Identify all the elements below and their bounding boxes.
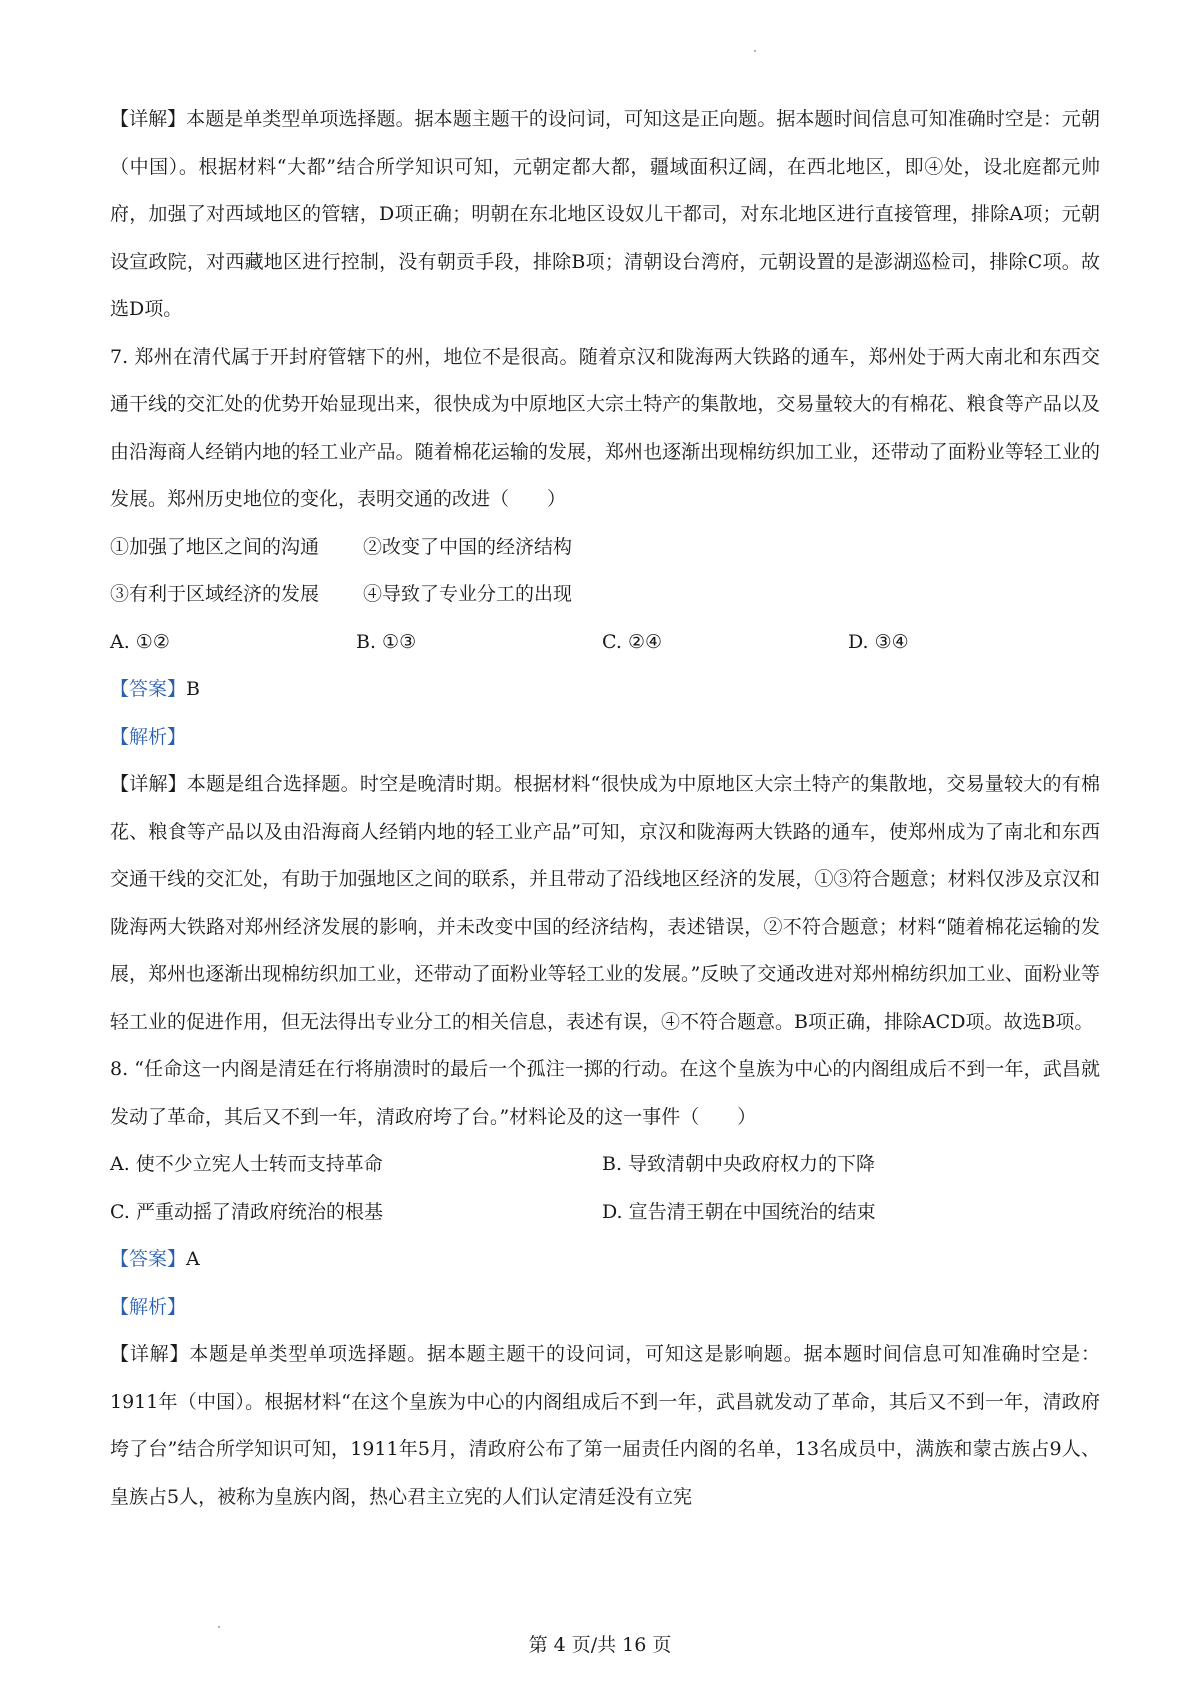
q8-detail-label: 【详解】 <box>110 1343 190 1365</box>
q8-options-row-2 <box>110 1189 1100 1237</box>
page-footer: 第 4 页/共 16 页 <box>528 1634 672 1656</box>
q8-option-c: C. 严重动摇了清政府统治的根基 <box>110 1200 383 1223</box>
q7-item-3: ③有利于区域经济的发展 <box>110 583 320 605</box>
q8-stem: 8. “任命这一内阁是清廷在行将崩溃时的最后一个孤注一掷的行动。在这个皇族为中心的内阁组成后不到一年，武昌就发动了革命，其后又不到一年，清政府垮了台。”材料论及的这一事件（ ） <box>110 1058 1100 1128</box>
scan-speck <box>218 1626 220 1628</box>
q8-answer-label: 【答案】 <box>110 1248 187 1270</box>
q7-detail-text: 本题是组合选择题。时空是晚清时期。根据材料“很快成为中原地区大宗土特产的集散地，交易量较大的有棉花、粮食等产品以及由沿海商人经销内地的轻工业产品”可知，京汉和陇海两大铁路的通车，使郑州成为了南北和东西交通干线的交汇处，有助于加强地区之间的联系，并且带动了沿线地区经济的发展，①③符合题意；材料仅涉及京汉和陇海两大铁路对郑州经济发展的影响，并未改变中国的经济结构，表述错误，②不符合题意；材料“随着棉花运输的发展，郑州也逐渐出现棉纺织加工业，还带动了面粉业等轻工业的发展。”反映了交通改进对郑州棉纺织加工业、面粉业等轻工业的促进作用，但无法得出专业分工的相关信息，表述有误，④不符合题意。B项正确，排除ACD项。故选B项。 <box>110 773 1100 1033</box>
q7-answer <box>110 666 1100 714</box>
q8-options-row-1 <box>110 1141 1100 1189</box>
q6-detail-text: 本题是单类型单项选择题。据本题主题干的设问词，可知这是正向题。据本题时间信息可知准确时空是：元朝（中国）。根据材料“大都”结合所学知识可知，元朝定都大都，疆域面积辽阔，在西北地区，即④处，设北庭都元帅府，加强了对西域地区的管辖，D项正确；明朝在东北地区设奴儿干都司，对东北地区进行直接管理，排除A项；元朝设宣政院，对西藏地区进行控制，没有朝贡手段，排除B项；清朝设台湾府，元朝设置的是澎湖巡检司，排除C项。故选D项。 <box>110 108 1100 320</box>
q6-detail-label: 【详解】 <box>110 108 187 130</box>
q7-answer-value: B <box>186 678 200 700</box>
q7-items-row-1 <box>110 524 1100 572</box>
q7-option-c: C. ②④ <box>602 630 663 653</box>
q8-option-b: B. 导致清朝中央政府权力的下降 <box>602 1153 876 1175</box>
q7-item-4: ④导致了专业分工的出现 <box>363 583 573 605</box>
page-content <box>110 96 1100 1521</box>
q7-detail-paragraph <box>110 761 1100 1046</box>
q7-item-1: ①加强了地区之间的沟通 <box>110 535 320 558</box>
q8-detail-paragraph <box>110 1331 1100 1521</box>
q7-options <box>110 619 1100 667</box>
q7-detail-label: 【详解】 <box>110 773 187 795</box>
q7-analysis-label: 【解析】 <box>110 725 187 748</box>
q6-detail-paragraph <box>110 96 1100 334</box>
q8-analysis-label: 【解析】 <box>110 1295 187 1318</box>
q7-items-row-2 <box>110 571 1100 619</box>
q8-detail-text: 本题是单类型单项选择题。据本题主题干的设问词，可知这是影响题。据本题时间信息可知准确时空是：1911年（中国）。根据材料“在这个皇族为中心的内阁组成后不到一年，武昌就发动了革命，其后又不到一年，清政府垮了台”结合所学知识可知，1911年5月，清政府公布了第一届责任内阁的名单，13名成员中，满族和蒙古族占9人、皇族占5人，被称为皇族内阁，热心君主立宪的人们认定清廷没有立宪 <box>110 1343 1100 1508</box>
scan-speck <box>754 50 756 52</box>
q8-answer-value: A <box>186 1248 200 1270</box>
q8-option-d: D. 宣告清王朝在中国统治的结束 <box>602 1200 876 1223</box>
q7-item-2: ②改变了中国的经济结构 <box>363 535 573 558</box>
q7-option-b: B. ①③ <box>356 630 417 653</box>
q7-option-a: A. ①② <box>110 630 170 653</box>
q7-option-d: D. ③④ <box>848 630 909 653</box>
q7-answer-label: 【答案】 <box>110 678 187 700</box>
q7-stem: 7. 郑州在清代属于开封府管辖下的州，地位不是很高。随着京汉和陇海两大铁路的通车，郑州处于两大南北和东西交通干线的交汇处的优势开始显现出来，很快成为中原地区大宗土特产的集散地，交易量较大的有棉花、粮食等产品以及由沿海商人经销内地的轻工业产品。随着棉花运输的发展，郑州也逐渐出现棉纺织加工业，还带动了面粉业等轻工业的发展。郑州历史地位的变化，表明交通的改进（ ） <box>110 345 1100 510</box>
q8-option-a: A. 使不少立宪人士转而支持革命 <box>110 1153 383 1175</box>
q8-answer <box>110 1236 1100 1284</box>
